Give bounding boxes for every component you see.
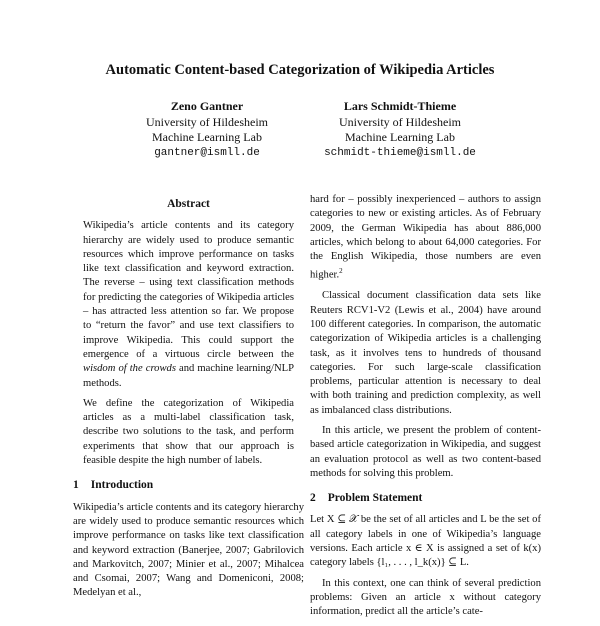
left-column — [73, 197, 304, 607]
abstract-body — [73, 219, 304, 468]
abstract-paragraph: We define the categorization of Wikipedia articles as a multi-label classification task, describe two solutions to the task, and perform experiments that show that our approach is feasible despite the high number of labels. — [83, 397, 294, 467]
author-lab: Machine Learning Lab — [152, 130, 262, 144]
abstract-emphasis: wisdom of the crowds — [83, 363, 176, 375]
section-heading-problem-statement — [310, 491, 541, 505]
abstract-text: and machine learning/NLP methods. — [83, 363, 295, 389]
section-number: 1 — [73, 479, 79, 492]
section-title: Problem Statement — [327, 492, 423, 505]
author-name: Lars Schmidt-Thieme — [343, 99, 457, 113]
author-email: schmidt-thieme@ismll.de — [324, 146, 476, 159]
body-paragraph: Classical document classification data sets like Reuters RCV1-V2 (Lewis et al., 2004) have around 100 different categories. In comparison, the automatic categorization of Wikipedia articles is a challenging task, as it involves tens to hundreds of thousand categories. For such large-scale classification problems, particular attention is necessary to deal with both training and prediction complexity, as well as imbalanced class distributions. — [310, 290, 541, 416]
author-email: gantner@ismll.de — [154, 146, 260, 159]
section-heading-introduction — [73, 478, 304, 492]
author-affiliation: University of Hildesheim — [146, 114, 268, 129]
body-paragraph: In this context, one can think of several prediction problems: Given an article x without category information, predict all the article’s cate- — [310, 577, 541, 618]
author-2 — [290, 99, 510, 161]
abstract-paragraph — [83, 219, 294, 391]
author-name: Zeno Gantner — [170, 99, 244, 113]
abstract-heading: Abstract — [167, 198, 210, 210]
author-affiliation: University of Hildesheim — [339, 114, 461, 129]
right-column — [310, 193, 541, 626]
author-lab: Machine Learning Lab — [345, 130, 455, 144]
section-number: 2 — [310, 492, 316, 505]
body-paragraph — [310, 193, 541, 283]
paper-title: Automatic Content-based Categorization of Wikipedia Articles — [105, 62, 495, 78]
section-title: Introduction — [90, 479, 154, 492]
abstract-text: Wikipedia’s article contents and its category hierarchy are widely used to produce semantic resources which improve performance on tasks like text classification and keyword extraction. The reverse – using text classification methods for predicting the categories of Wikipedia articles – has attracted less attention so far. We propose to “return the favor” and use text classifiers to improve Wikipedia. This could support the emergence of a virtuous circle between the — [83, 220, 294, 360]
body-text: hard for – possibly inexperienced – authors to assign categories to new or existing articles. As of February 2009, the German Wikipedia has about 886,000 articles, which belong to about 64,000 categories. For the English Wikipedia, those numbers are even higher. — [310, 194, 541, 282]
body-paragraph: Let X ⊆ 𝒳 be the set of all articles and L be the set of all category labels in one of Wikipedia’s language versions. Each article x ∈ X is assigned a set of k(x) category labels {l₁, . . . , l_k(x)} ⊆ L. — [310, 514, 541, 569]
author-1 — [97, 99, 317, 161]
intro-paragraph: Wikipedia’s article contents and its category hierarchy are widely used to produce semantic resources which improve performance on tasks like text classification and keyword extraction (Banerjee, 2007; Gabrilovich and Markovitch, 2007; Minier et al., 2007; Mihalcea and Csomai, 2007; Wang and Domeniconi, 2008; Medelyan et al., — [73, 501, 304, 599]
footnote-marker: 2 — [339, 267, 343, 276]
body-paragraph: In this article, we present the problem of content-based article categorization in Wikipedia, and suggest an evaluation protocol as well as two content-based methods for solving this problem. — [310, 424, 541, 479]
